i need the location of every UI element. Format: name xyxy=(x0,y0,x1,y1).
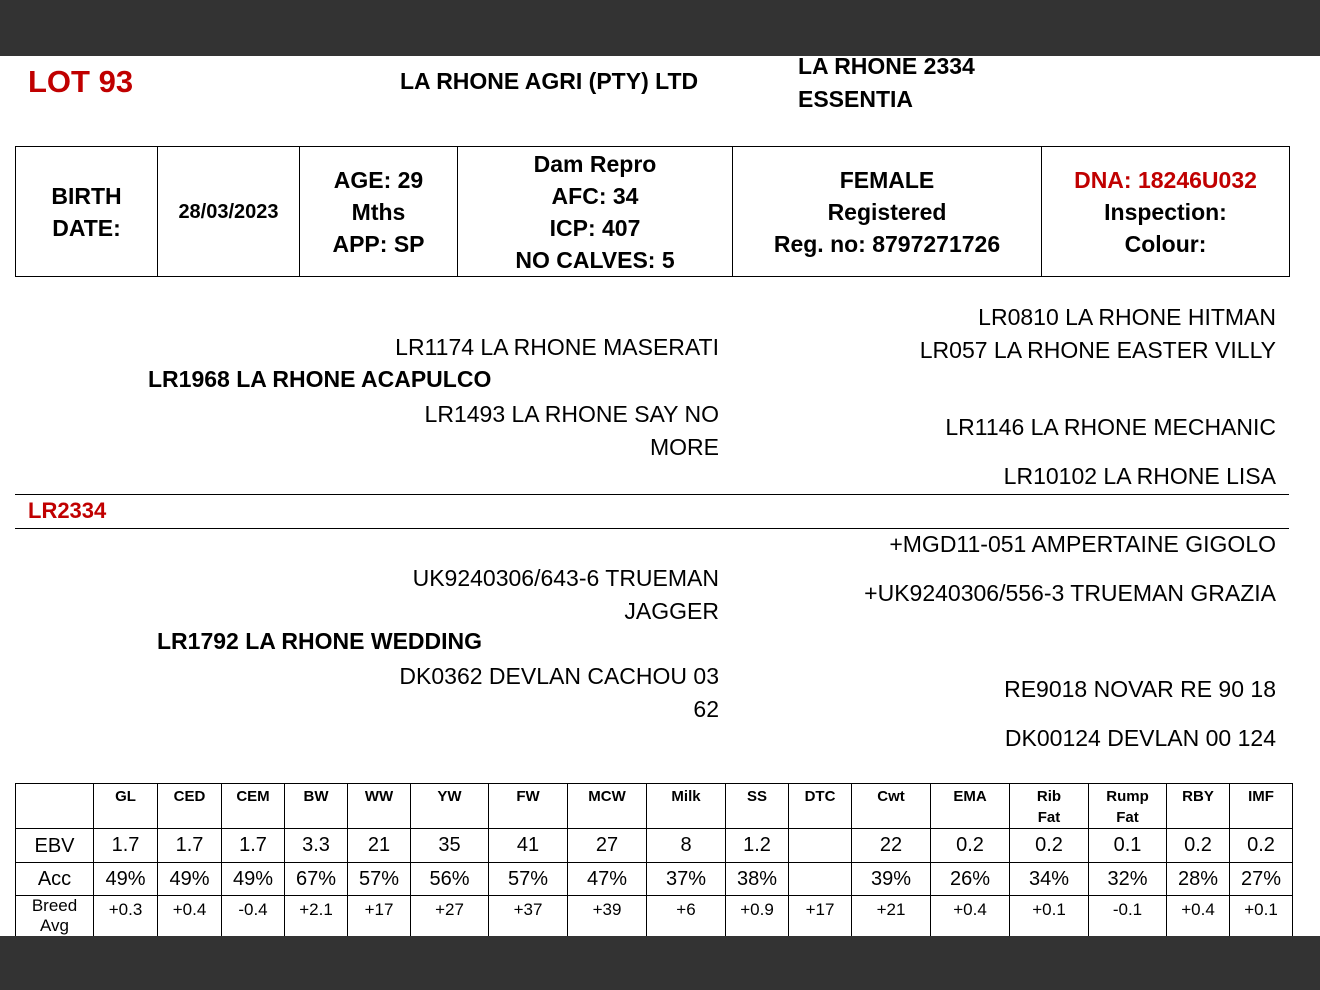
breed-avg-cell: +27 xyxy=(411,896,489,941)
breed-avg-cell: +17 xyxy=(348,896,411,941)
breed-avg-cell: +0.4 xyxy=(158,896,222,941)
acc-cell: 49% xyxy=(222,863,285,896)
animal-name xyxy=(798,50,975,116)
birth-date-label: BIRTH DATE: xyxy=(16,147,158,277)
divider-bottom xyxy=(15,528,1289,529)
breed-avg-cell: +2.1 xyxy=(285,896,348,941)
sire-sire-parents xyxy=(920,301,1276,367)
acc-cell: 37% xyxy=(647,863,726,896)
acc-cell: 49% xyxy=(158,863,222,896)
ebv-header: DTC xyxy=(789,784,852,829)
breed-avg-cell: +0.1 xyxy=(1230,896,1293,941)
breed-avg-cell: +17 xyxy=(789,896,852,941)
ebv-header: Rib Fat xyxy=(1010,784,1089,829)
ebv-header: RBY xyxy=(1167,784,1230,829)
birth-date-value: 28/03/2023 xyxy=(158,147,300,277)
sex: FEMALE xyxy=(839,166,935,193)
dna-cell xyxy=(1042,147,1290,277)
dam-dam-dam: DK00124 DEVLAN 00 124 xyxy=(1004,725,1276,751)
acc-cell: 57% xyxy=(489,863,568,896)
ebv-cell: 1.7 xyxy=(158,829,222,863)
ebv-header: Rump Fat xyxy=(1089,784,1167,829)
acc-cell: 49% xyxy=(94,863,158,896)
dam-sire: UK9240306/643-6 TRUEMAN JAGGER xyxy=(412,565,719,624)
dam: LR1792 LA RHONE WEDDING xyxy=(157,628,483,654)
acc-cell: 47% xyxy=(568,863,647,896)
ebv-header: IMF xyxy=(1230,784,1293,829)
animal-id: LR2334 xyxy=(28,498,107,523)
sex-registration-cell xyxy=(733,147,1042,277)
animal-name-line-2: ESSENTIA xyxy=(798,86,914,112)
breed-avg-cell: +37 xyxy=(489,896,568,941)
ebv-table xyxy=(15,783,1293,941)
row-label: Breed Avg xyxy=(16,896,94,941)
ebv-cell: 0.2 xyxy=(1230,829,1293,863)
afc: AFC: 34 xyxy=(551,182,639,209)
breed-avg-cell: +0.1 xyxy=(1010,896,1089,941)
acc-cell: 67% xyxy=(285,863,348,896)
row-label: Acc xyxy=(16,863,94,896)
sire-dam-sire: LR1146 LA RHONE MECHANIC xyxy=(945,414,1276,440)
ebv-header: GL xyxy=(94,784,158,829)
age-unit: Mths xyxy=(351,198,406,225)
age: AGE: 29 xyxy=(333,166,424,193)
breed-avg-cell: +0.4 xyxy=(931,896,1010,941)
breed-avg-cell: +0.4 xyxy=(1167,896,1230,941)
breed-avg-row xyxy=(16,896,1293,941)
ebv-cell: 0.2 xyxy=(1167,829,1230,863)
dam-repro-cell xyxy=(458,147,733,277)
icp: ICP: 407 xyxy=(549,214,641,241)
ebv-cell: 22 xyxy=(852,829,931,863)
breed-avg-cell: -0.4 xyxy=(222,896,285,941)
lot-number: LOT 93 xyxy=(28,64,134,99)
breed-avg-cell: +39 xyxy=(568,896,647,941)
breed-avg-cell: +0.3 xyxy=(94,896,158,941)
ebv-header: Cwt xyxy=(852,784,931,829)
ebv-header: YW xyxy=(411,784,489,829)
ebv-corner xyxy=(16,784,94,829)
colour: Colour: xyxy=(1124,230,1207,257)
bottom-bar xyxy=(0,936,1320,990)
ebv-cell: 41 xyxy=(489,829,568,863)
ebv-cell: 1.2 xyxy=(726,829,789,863)
ebv-cell: 0.1 xyxy=(1089,829,1167,863)
sire-sire-dam: LR057 LA RHONE EASTER VILLY xyxy=(919,337,1276,363)
sire-sire: LR1174 LA RHONE MASERATI xyxy=(395,334,719,360)
row-label: EBV xyxy=(16,829,94,863)
app: APP: SP xyxy=(332,230,425,257)
dna-number: DNA: 18246U032 xyxy=(1074,166,1257,193)
acc-cell: 26% xyxy=(931,863,1010,896)
divider-top xyxy=(15,494,1289,495)
inspection: Inspection: xyxy=(1104,198,1227,225)
breed-avg-cell: -0.1 xyxy=(1089,896,1167,941)
sire: LR1968 LA RHONE ACAPULCO xyxy=(148,366,492,392)
sire-dam: LR1493 LA RHONE SAY NO MORE xyxy=(424,401,719,460)
acc-row xyxy=(16,863,1293,896)
ebv-cell: 27 xyxy=(568,829,647,863)
acc-cell: 56% xyxy=(411,863,489,896)
ebv-cell: 3.3 xyxy=(285,829,348,863)
dam-dam-sire: RE9018 NOVAR RE 90 18 xyxy=(1004,676,1276,702)
sire-sire-sire: LR0810 LA RHONE HITMAN xyxy=(978,304,1276,330)
ebv-header-row xyxy=(16,784,1293,829)
ebv-cell: 0.2 xyxy=(1010,829,1089,863)
ebv-header: FW xyxy=(489,784,568,829)
acc-cell: 57% xyxy=(348,863,411,896)
ebv-cell xyxy=(789,829,852,863)
ebv-cell: 21 xyxy=(348,829,411,863)
no-calves: NO CALVES: 5 xyxy=(515,246,675,273)
sire-dam-dam: LR10102 LA RHONE LISA xyxy=(1003,463,1276,489)
ebv-header: MCW xyxy=(568,784,647,829)
acc-cell: 39% xyxy=(852,863,931,896)
animal-name-line-1: LA RHONE 2334 xyxy=(798,53,975,79)
ebv-header: EMA xyxy=(931,784,1010,829)
ebv-header: CEM xyxy=(222,784,285,829)
ebv-cell: 35 xyxy=(411,829,489,863)
acc-cell xyxy=(789,863,852,896)
ebv-row xyxy=(16,829,1293,863)
info-table xyxy=(15,146,1290,277)
acc-cell: 38% xyxy=(726,863,789,896)
ebv-cell: 8 xyxy=(647,829,726,863)
top-bar xyxy=(0,0,1320,56)
registration-number: Reg. no: 8797271726 xyxy=(773,230,1001,257)
acc-cell: 28% xyxy=(1167,863,1230,896)
dam-sire-sire: +MGD11-051 AMPERTAINE GIGOLO xyxy=(889,531,1276,557)
acc-cell: 34% xyxy=(1010,863,1089,896)
ebv-header: WW xyxy=(348,784,411,829)
ebv-header: BW xyxy=(285,784,348,829)
dam-repro-title: Dam Repro xyxy=(533,150,657,177)
acc-cell: 32% xyxy=(1089,863,1167,896)
breed-avg-cell: +0.9 xyxy=(726,896,789,941)
ebv-cell: 1.7 xyxy=(222,829,285,863)
ebv-cell: 1.7 xyxy=(94,829,158,863)
breed-avg-cell: +6 xyxy=(647,896,726,941)
age-cell xyxy=(300,147,458,277)
ebv-header: CED xyxy=(158,784,222,829)
registered-status: Registered xyxy=(827,198,947,225)
dam-sire-dam: +UK9240306/556-3 TRUEMAN GRAZIA xyxy=(864,580,1276,606)
breed-avg-cell: +21 xyxy=(852,896,931,941)
acc-cell: 27% xyxy=(1230,863,1293,896)
dam-dam: DK0362 DEVLAN CACHOU 03 62 xyxy=(399,663,719,722)
ebv-cell: 0.2 xyxy=(931,829,1010,863)
company-name: LA RHONE AGRI (PTY) LTD xyxy=(400,68,699,94)
ebv-header: Milk xyxy=(647,784,726,829)
ebv-header: SS xyxy=(726,784,789,829)
